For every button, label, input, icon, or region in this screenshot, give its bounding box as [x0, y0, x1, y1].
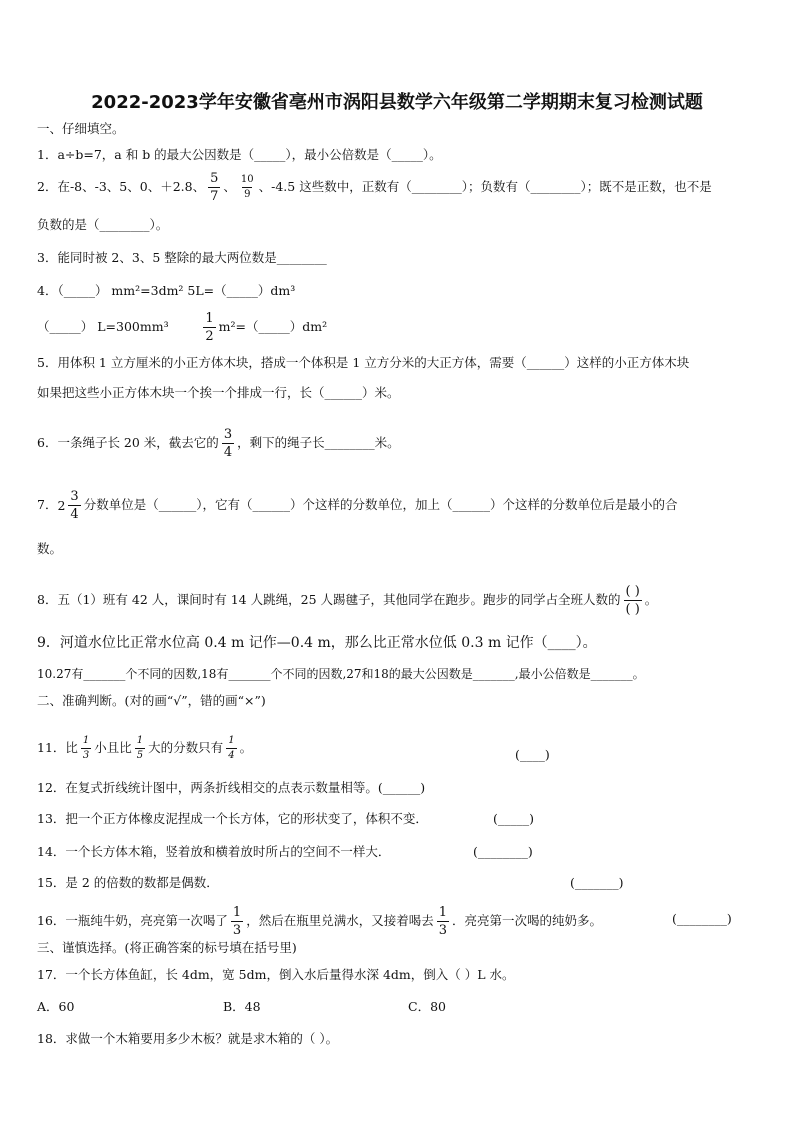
q4-text-b1: （_____） L=300mm³	[37, 319, 169, 334]
fraction-3-4	[68, 490, 80, 521]
question-9: 9．河道水位比正常水位高 0.4 m 记作—0.4 m，那么比正常水位低 0.3 m 记作（____）。	[37, 635, 597, 651]
numerator: 1	[136, 735, 144, 746]
fraction-3-4	[222, 428, 234, 459]
denominator: 4	[70, 507, 79, 522]
numerator: 1	[228, 735, 235, 746]
q11-text-a: 11．比	[37, 740, 78, 755]
separator: 、	[223, 179, 236, 194]
section-3-heading: 三、谨慎选择。(将正确答案的标号填在括号里)	[37, 940, 297, 955]
fraction-1-3-second	[437, 906, 449, 937]
question-10: 10.27有_______个不同的因数,18有_______个不同的因数,27和18的最大公因数是_______,最小公倍数是_______。	[37, 667, 645, 681]
q6-text-a: 6．一条绳子长 20 米，截去它的	[37, 435, 219, 450]
q16-text-a: 16．一瓶纯牛奶，亮亮第一次喝了	[37, 913, 228, 928]
question-12: 12．在复式折线统计图中，两条折线相交的点表示数量相等。(______)	[37, 780, 426, 795]
fraction-10-9	[239, 175, 256, 200]
q11-answer-paren: (____)	[515, 747, 550, 762]
q11-text-d: 。	[239, 740, 253, 755]
q17-option-c: C．80	[408, 999, 446, 1014]
question-2	[37, 172, 712, 203]
q16-answer-paren: (________)	[672, 911, 732, 926]
numerator-blank: ( )	[625, 584, 640, 599]
numerator: 1	[82, 735, 90, 746]
q2-text-a: 2．在-8、-3、5、0、＋2.8、	[37, 179, 206, 194]
numerator: 1	[438, 905, 447, 920]
q14-answer-paren: (________)	[473, 844, 533, 859]
q2-text-b: 、-4.5 这些数中，正数有（________）；负数有（________）；既不是正数，也不是	[258, 179, 712, 194]
page-title: 2022-2023学年安徽省亳州市涡阳县数学六年级第二学期期末复习检测试题	[91, 92, 703, 113]
q8-text-a: 8．五（1）班有 42 人，课间时有 14 人跳绳，25 人踢毽子，其他同学在跑步。跑步的同学占全班人数的	[37, 592, 621, 607]
denominator: 3	[82, 750, 90, 761]
question-4-line-2	[37, 312, 327, 343]
numerator: 1	[205, 311, 214, 326]
question-7	[37, 490, 677, 521]
mixed-number	[57, 490, 83, 521]
question-16	[37, 906, 602, 937]
q11-text-b: 小且比	[94, 740, 132, 755]
numerator: 10	[240, 174, 254, 185]
fraction-1-3	[81, 736, 91, 761]
question-2-cont: 负数的是（________）。	[37, 217, 169, 232]
q8-text-b: 。	[644, 592, 658, 607]
question-15: 15．是 2 的倍数的数都是偶数．	[37, 875, 219, 890]
q4-text-b2: m²=（_____）dm²	[218, 319, 328, 334]
question-13: 13．把一个正方体橡皮泥捏成一个长方体，它的形状变了，体积不变．	[37, 811, 428, 826]
question-5-line-1: 5．用体积 1 立方厘米的小正方体木块，搭成一个体积是 1 立方分米的大正方体，需要（______）这样的小正方体木块	[37, 355, 690, 370]
section-1-heading: 一、仔细填空。	[37, 121, 125, 136]
denominator: 4	[228, 750, 235, 761]
numerator: 3	[70, 489, 79, 504]
blank-fraction	[624, 585, 642, 616]
q6-text-b: ，剩下的绳子长________米。	[237, 435, 400, 450]
fraction-5-7	[208, 172, 220, 203]
q17-option-b: B．48	[223, 999, 261, 1014]
question-5-line-2: 如果把这些小正方体木块一个挨一个排成一行，长（______）米。	[37, 385, 400, 400]
question-1: 1．a÷b=7，a 和 b 的最大公因数是（_____），最小公倍数是（_____）。	[37, 147, 442, 162]
numerator: 5	[210, 171, 219, 186]
question-17: 17．一个长方体鱼缸，长 4dm，宽 5dm，倒入水后量得水深 4dm，倒入（ ）L 水。	[37, 967, 515, 982]
question-7-cont: 数。	[37, 541, 63, 556]
question-11	[37, 736, 252, 761]
fraction-1-2	[203, 312, 215, 343]
denominator: 2	[205, 329, 214, 344]
question-4-line-1: 4．（_____） mm²=3dm² 5L=（_____）dm³	[37, 283, 296, 298]
fraction-1-3	[231, 906, 243, 937]
numerator: 1	[232, 905, 242, 920]
section-2-heading: 二、准确判断。(对的画“√”，错的画“×”)	[37, 693, 266, 708]
question-3: 3．能同时被 2、3、5 整除的最大两位数是________	[37, 250, 327, 265]
q11-text-c: 大的分数只有	[148, 740, 224, 755]
denominator-blank: ( )	[625, 602, 640, 617]
q7-text-a: 7．	[37, 497, 58, 512]
q16-text-b: ，然后在瓶里兑满水，又接着喝去	[246, 913, 434, 928]
denominator: 3	[438, 923, 447, 938]
denominator: 5	[136, 750, 144, 761]
question-18: 18．求做一个木箱要用多少木板？就是求木箱的（ ）。	[37, 1031, 339, 1046]
q13-answer-paren: (_____)	[493, 811, 535, 826]
question-14: 14．一个长方体木箱，竖着放和横着放时所占的空间不一样大．	[37, 844, 391, 859]
whole-part: 2	[57, 497, 66, 513]
denominator: 9	[244, 189, 251, 200]
numerator: 3	[223, 427, 233, 442]
denominator: 3	[232, 923, 242, 938]
fraction-1-5	[135, 736, 145, 761]
q7-text-b: 分数单位是（______），它有（______）个这样的分数单位，加上（______）个这样的分数单位后是最小的合	[83, 497, 678, 512]
q15-answer-paren: (_______)	[570, 875, 624, 890]
denominator: 7	[210, 189, 219, 204]
denominator: 4	[223, 445, 233, 460]
q17-option-a: A．60	[37, 999, 75, 1014]
fraction-1-4	[226, 736, 236, 761]
question-6	[37, 428, 400, 459]
q16-text-c: ．亮亮第一次喝的纯奶多。	[452, 913, 603, 928]
question-8	[37, 585, 657, 616]
